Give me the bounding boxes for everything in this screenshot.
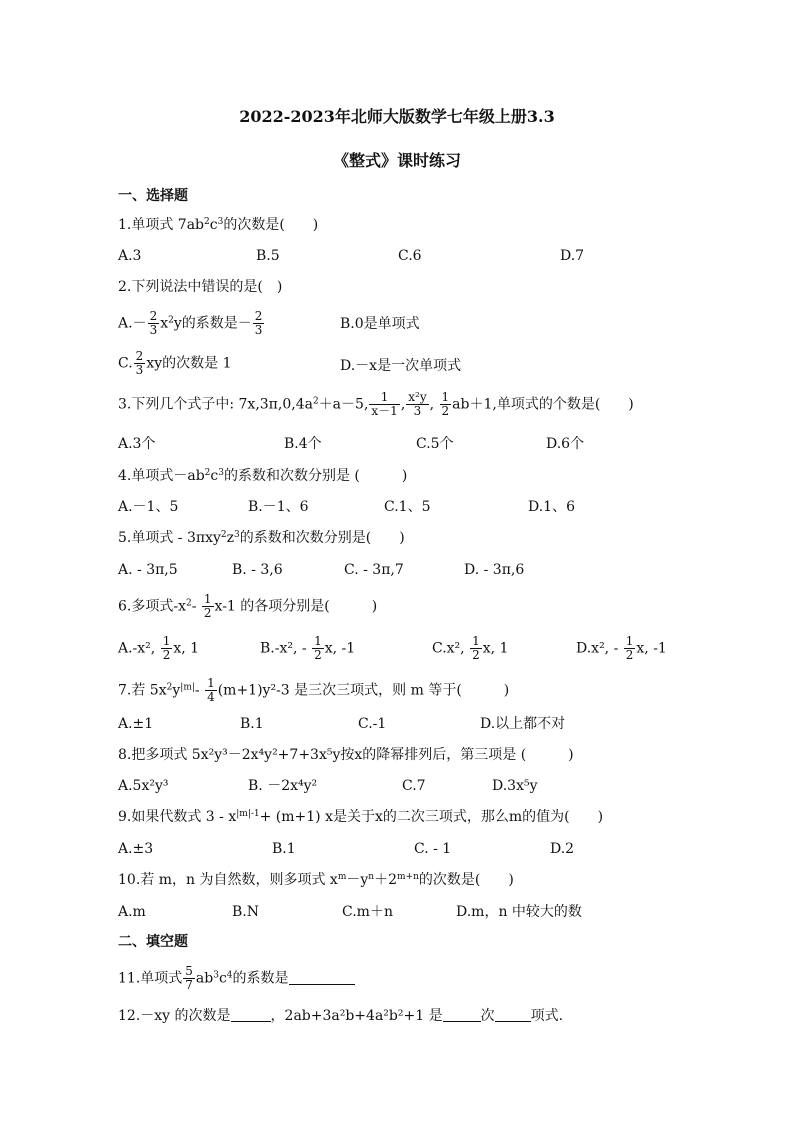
section-heading-fill: 二、填空题 <box>118 934 188 950</box>
answer-blank[interactable] <box>443 1007 481 1022</box>
page-title-line2: 《整式》课时练习 <box>332 151 461 170</box>
answer-blank[interactable] <box>289 970 355 985</box>
question-8: 8.把多项式 5x²y³－2x⁴y²+7+3x⁵y按x的降幂排列后，第三项是 ( ) <box>118 747 574 763</box>
q1-option-d: D.7 <box>560 248 585 264</box>
q10-option-c: C.m＋n <box>342 904 393 920</box>
q5-option-a: A. - 3π,5 <box>118 562 178 578</box>
question-2: 2.下列说法中错误的是( ) <box>118 279 283 295</box>
q9-option-c: C. - 1 <box>414 841 452 857</box>
fraction: $\frac{1}{2}$ <box>314 634 322 662</box>
question-10: 10.若 m，n 为自然数，则多项式 $x^m-y^n+2^{m+n}$的次数是( ) <box>118 872 514 888</box>
q7-option-c: C.-1 <box>358 716 387 732</box>
q9-option-b: B.1 <box>272 841 296 857</box>
fraction: $\frac{1}{x-1}$ <box>371 390 398 418</box>
question-1: 1.单项式 $7ab^2c^3$的次数是( ) <box>118 217 319 233</box>
q8-option-a: A.5x²y³ <box>118 778 169 794</box>
question-3: 3.下列几个式子中: $7x,3\pi,0,4a^2+a-5$, $\frac{1}{x-1}$ , $\frac{\text{x²y}}{3}$ , $\frac{1}{2}$ ab＋1,单项式的个数是( ) <box>118 390 634 418</box>
q5-option-d: D. - 3π,6 <box>464 562 525 578</box>
answer-blank[interactable] <box>495 1007 531 1022</box>
fraction: $\frac{2}{3}$ <box>149 309 158 337</box>
question-7: 7.若 $5x^2y^{|m|}-$ $\frac{1}{4}$ (m+1)y²-3 是三次三项式，则 m 等于( ) <box>118 676 510 704</box>
q6-option-a: A.-x², $\frac{1}{2}$ x, 1 <box>118 634 200 662</box>
fraction: $\frac{1}{2}$ <box>472 634 480 662</box>
q9-option-d: D.2 <box>550 841 575 857</box>
q10-option-a: A.m <box>118 904 146 920</box>
question-9: 9.如果代数式 $3 - x^{|m|-1}+ (m+1)$ x是关于x的二次三项式，那么m的值为( ) <box>118 809 604 825</box>
q4-option-a: A.－1、5 <box>118 499 179 515</box>
q1-option-c: C.6 <box>398 248 422 264</box>
q2-option-d: D.－x是一次单项式 <box>340 358 462 374</box>
q8-option-b: B. －2x⁴y² <box>248 778 318 794</box>
q5-option-b: B. - 3,6 <box>232 562 283 578</box>
q4-option-b: B.－1、6 <box>248 499 309 515</box>
fraction: $\frac{2}{3}$ <box>135 349 144 377</box>
fraction: $\frac{1}{2}$ <box>441 390 450 418</box>
answer-blank[interactable] <box>231 1007 271 1022</box>
q7-option-d: D.以上都不对 <box>480 716 566 732</box>
q3-option-c: C.5个 <box>416 436 454 452</box>
q10-option-d: D.m，n 中较大的数 <box>456 904 582 920</box>
question-12: 12.－xy 的次数是 ，2ab+3a²b+4a²b²+1 是 次 项式. <box>118 1008 564 1024</box>
fraction: $\frac{1}{2}$ <box>162 634 171 662</box>
q2-option-c: C. $\frac{2}{3}$ xy的次数是 1 <box>118 349 232 377</box>
q6-option-b: B.-x², - $\frac{1}{2}$ x, -1 <box>260 634 356 662</box>
q4-option-c: C.1、5 <box>384 499 431 515</box>
section-heading-choice: 一、选择题 <box>118 188 188 204</box>
fraction: $\frac{5}{7}$ <box>185 964 193 992</box>
q8-option-d: D.3x⁵y <box>492 778 538 794</box>
q2-option-a: A.－ $\frac{2}{3}$ $x^2y$的系数是－ $\frac{2}{3}$ <box>118 309 263 337</box>
q5-option-c: C. - 3π,7 <box>344 562 404 578</box>
q9-option-a: A.±3 <box>118 841 154 857</box>
fraction: $\frac{1}{4}$ <box>207 676 215 704</box>
q7-option-b: B.1 <box>240 716 264 732</box>
question-4: 4.单项式$-ab^2c^3$的系数和次数分别是 ( ) <box>118 468 408 484</box>
fraction: $\frac{1}{2}$ <box>625 634 634 662</box>
fraction: $\frac{\text{x²y}}{3}$ <box>408 390 427 418</box>
fraction: $\frac{1}{2}$ <box>203 592 212 620</box>
q3-option-a: A.3个 <box>118 436 156 452</box>
q2-option-b: B.0是单项式 <box>340 316 420 332</box>
q1-option-b: B.5 <box>256 248 280 264</box>
q3-option-d: D.6个 <box>546 436 585 452</box>
q6-option-d: D.x², - $\frac{1}{2}$ x, -1 <box>576 634 667 662</box>
question-11: 11.单项式 $\frac{5}{7}$ $ab^3c^4$的系数是 <box>118 965 355 992</box>
q1-option-a: A.3 <box>118 248 142 264</box>
page-title-line1: 2022-2023年北师大版数学七年级上册3.3 <box>239 107 555 126</box>
q7-option-a: A.±1 <box>118 716 154 732</box>
q3-option-b: B.4个 <box>284 436 322 452</box>
q10-option-b: B.N <box>232 904 259 920</box>
q4-option-d: D.1、6 <box>528 499 575 515</box>
q8-option-c: C.7 <box>402 778 426 794</box>
question-6: 6.多项式$-x^2-$ $\frac{1}{2}$ x-1 的各项分别是( ) <box>118 592 378 620</box>
question-5: 5.单项式 - $3\pi xy^2z^3$的系数和次数分别是( ) <box>118 530 405 546</box>
fraction: $\frac{2}{3}$ <box>254 309 263 337</box>
q6-option-c: C.x², $\frac{1}{2}$ x, 1 <box>432 634 509 662</box>
